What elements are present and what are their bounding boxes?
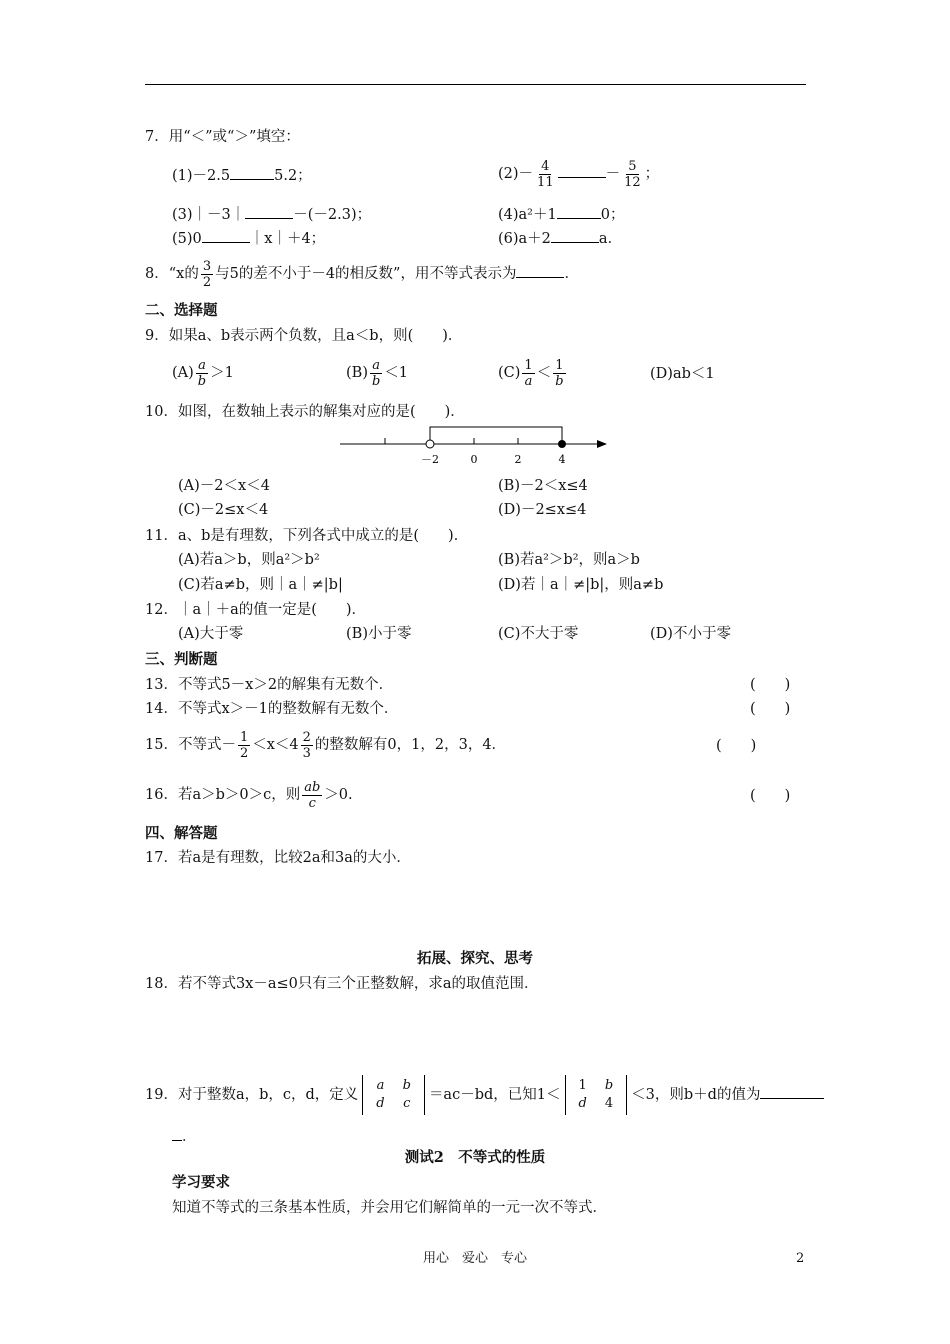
answer-paren[interactable]: ( ) — [716, 738, 757, 754]
q11-stem: 11．a、b是有理数，下列各式中成立的是( )． — [145, 528, 469, 544]
q11-option-a[interactable]: (A)若a＞b，则a²＞b² — [178, 552, 320, 568]
open-point — [426, 440, 434, 448]
section-choice-title: 二、选择题 — [145, 302, 218, 319]
q17: 17．若a是有理数，比较2a和3a的大小． — [145, 850, 411, 866]
q7-part2: (2)－ $\frac{4}{11}$ － $\frac{5}{12}$ ； — [498, 158, 660, 190]
q7-part5: (5)0 ｜x｜＋4； — [172, 228, 325, 248]
q18: 18．若不等式3x－a≤0只有三个正整数解，求a的取值范围． — [145, 976, 539, 992]
q15: 15．不等式－ $\frac{1}{2}$ ＜x＜4 $\frac{2}{3}$ 的整数解有0，1，2，3，4． — [145, 729, 507, 761]
q12-option-c[interactable]: (C)不大于零 — [498, 626, 579, 642]
q12-option-a[interactable]: (A)大于零 — [178, 626, 244, 642]
header-rule — [145, 84, 806, 85]
answer-paren[interactable]: ( ) — [750, 701, 791, 717]
answer-paren[interactable]: ( ) — [750, 788, 791, 804]
q7-part1: (1)－2.5 5.2； — [172, 165, 312, 185]
answer-blank[interactable] — [551, 228, 599, 243]
answer-blank[interactable] — [202, 228, 250, 243]
q16: 16．若a＞b＞0＞c，则 $\frac{ab}{c}$ ＞0. — [145, 779, 353, 811]
q11-option-c[interactable]: (C)若a≠b，则｜a｜≠|b| — [178, 577, 343, 593]
q7-part6: (6)a＋2 a． — [498, 228, 622, 248]
test-title: 测试2 不等式的性质 — [404, 1149, 546, 1166]
q19-tail: ． — [172, 1126, 197, 1146]
q7-part4: (4)a²＋1 0； — [498, 204, 624, 224]
q10-option-b[interactable]: (B)－2＜x≤4 — [498, 478, 588, 494]
footer-text: 用心 爱心 专心 — [422, 1251, 527, 1266]
q12-option-b[interactable]: (B)小于零 — [346, 626, 412, 642]
q11-option-d[interactable]: (D)若｜a｜≠|b|，则a≠b — [498, 577, 664, 593]
number-line — [335, 418, 610, 470]
determinant: a b d c — [362, 1075, 425, 1115]
answer-blank[interactable] — [558, 163, 606, 178]
q9-option-b[interactable]: (B) $\frac{a}{b}$ ＜1 — [346, 357, 409, 389]
answer-blank[interactable] — [760, 1084, 824, 1099]
tick-label: －2 — [421, 453, 439, 466]
q9-stem: 9．如果a、b表示两个负数，且a＜b，则( )． — [145, 328, 463, 344]
q9-option-c[interactable]: (C) $\frac{1}{a}$ ＜ $\frac{1}{b}$ — [498, 357, 564, 389]
tick-label: 4 — [558, 453, 566, 466]
requirements-title: 学习要求 — [172, 1174, 230, 1191]
tick-label: 0 — [470, 453, 478, 466]
answer-paren[interactable]: ( ) — [750, 677, 791, 693]
requirements-text: 知道不等式的三条基本性质，并会用它们解简单的一元一次不等式． — [172, 1200, 607, 1216]
arrow-icon — [597, 440, 607, 448]
q14: 14．不等式x＞－1的整数解有无数个． — [145, 701, 399, 717]
section-judge-title: 三、判断题 — [145, 651, 218, 668]
answer-blank[interactable] — [557, 204, 601, 219]
answer-blank[interactable] — [230, 165, 274, 180]
extend-title: 拓展、探究、思考 — [417, 950, 533, 967]
section-answer-title: 四、解答题 — [145, 825, 218, 842]
q10-option-d[interactable]: (D)－2≤x≤4 — [498, 502, 587, 518]
q11-option-b[interactable]: (B)若a²＞b²，则a＞b — [498, 552, 640, 568]
q9-option-a[interactable]: (A) $\frac{a}{b}$ ＞1 — [172, 357, 234, 389]
q7-stem: 7．用“＜”或“＞”填空： — [145, 129, 300, 145]
q12-option-d[interactable]: (D)不小于零 — [650, 626, 731, 642]
q13: 13．不等式5－x＞2的解集有无数个． — [145, 677, 394, 693]
q10-option-a[interactable]: (A)－2＜x＜4 — [178, 478, 270, 494]
fraction: $\frac{3}{2}$ — [202, 258, 212, 290]
answer-blank[interactable] — [245, 204, 293, 219]
q8: 8．“x的 $\frac{3}{2}$ 与5的差不小于－4的相反数”，用不等式表示为 ． — [145, 258, 579, 290]
determinant: 1 b d 4 — [565, 1075, 628, 1115]
solution-bracket — [430, 427, 562, 444]
q19: 19．对于整数a，b，c，d，定义 a b d c ＝ac－bd，已知1＜ 1 b d 4 ＜3，则b＋d的值为 — [145, 1073, 824, 1117]
fraction: $\frac{5}{12}$ — [624, 158, 641, 190]
answer-blank[interactable] — [516, 263, 564, 278]
q12-stem: 12．｜a｜＋a的值一定是( )． — [145, 602, 367, 618]
q7-part3: (3)｜－3｜ －(－2.3)； — [172, 204, 371, 224]
tick-label: 2 — [514, 453, 522, 466]
q10-option-c[interactable]: (C)－2≤x＜4 — [178, 502, 269, 518]
q9-option-d[interactable]: (D)ab＜1 — [650, 366, 715, 382]
fraction: $\frac{4}{11}$ — [537, 158, 554, 190]
q10-stem: 10．如图，在数轴上表示的解集对应的是( )． — [145, 404, 465, 420]
closed-point — [558, 440, 566, 448]
page-number: 2 — [796, 1251, 805, 1266]
